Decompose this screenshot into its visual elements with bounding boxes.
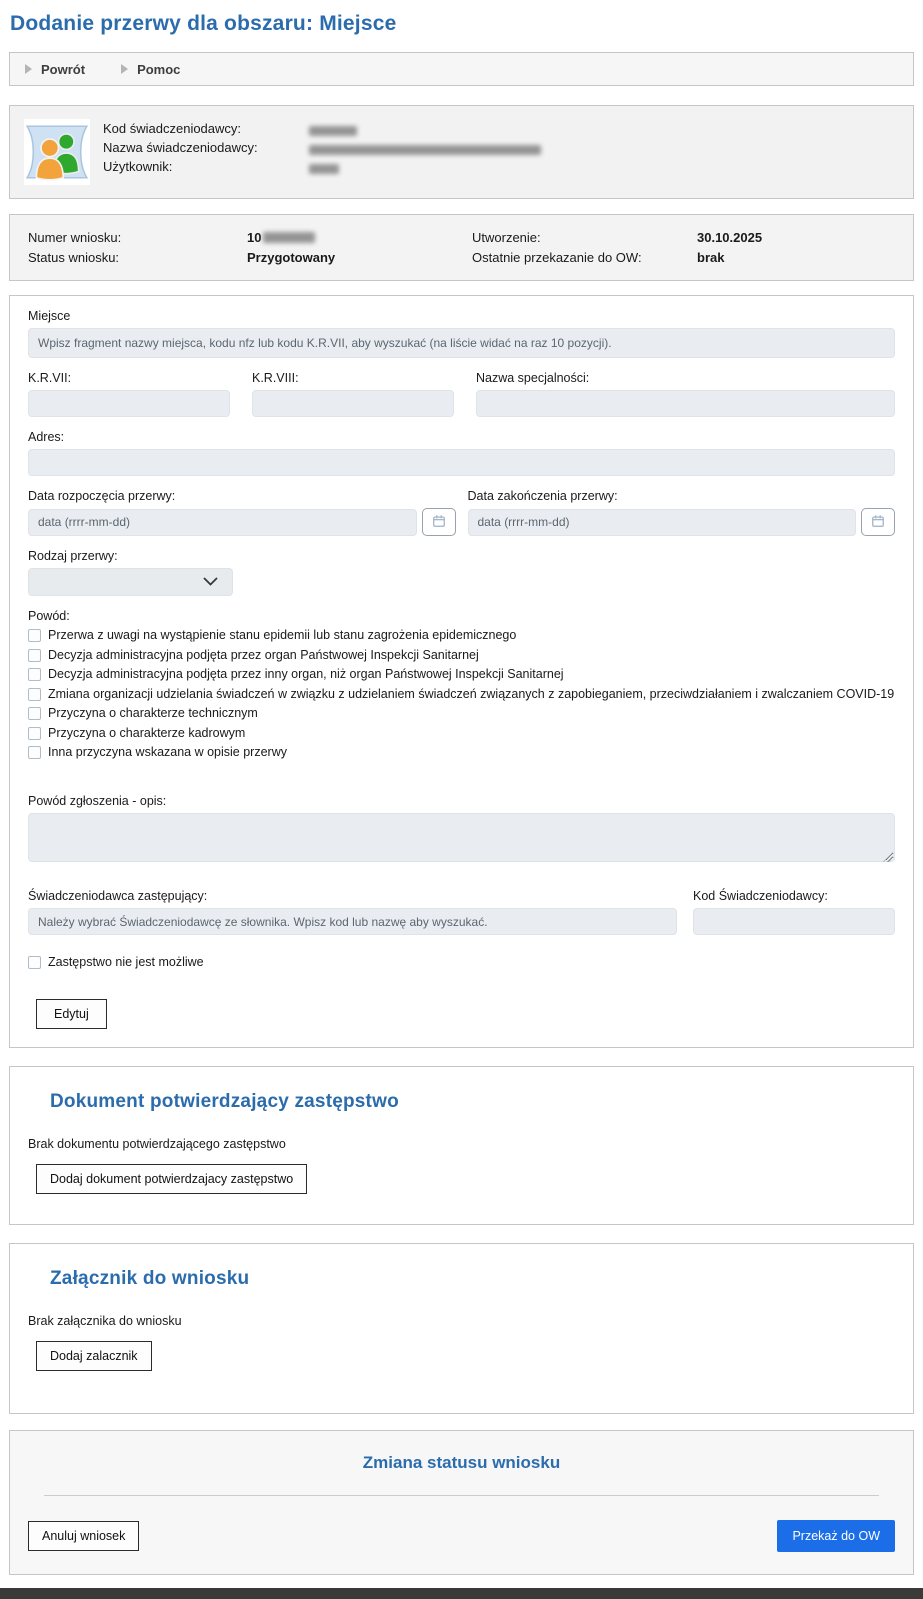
page-title: Dodanie przerwy dla obszaru: Miejsce (10, 12, 397, 35)
checkbox-icon (28, 649, 41, 662)
arrow-right-icon (25, 64, 32, 74)
reason-label-text: Przyczyna o charakterze technicznym (48, 706, 258, 720)
edit-button[interactable]: Edytuj (36, 999, 107, 1029)
calendar-icon (432, 514, 446, 531)
created-value: 30.10.2025 (697, 230, 763, 245)
created-label: Utworzenie: (472, 230, 541, 245)
substitute-label: Świadczeniodawca zastępujący: (28, 889, 208, 903)
end-date-calendar-button[interactable] (861, 508, 895, 536)
back-label: Powrót (41, 61, 86, 77)
users-icon (24, 119, 90, 185)
request-number-visible: 10 (247, 230, 262, 245)
redacted-provider-name (309, 145, 541, 155)
description-label: Powód zgłoszenia - opis: (28, 794, 167, 808)
address-input (28, 449, 895, 476)
krviii-input (252, 390, 454, 417)
reason-checkbox-other-organ-decision[interactable] (28, 667, 895, 682)
reason-checkbox-technical[interactable] (28, 706, 895, 721)
checkbox-icon (28, 727, 41, 740)
end-date-label: Data zakończenia przerwy: (467, 489, 618, 503)
reason-label-text: Inna przyczyna wskazana w opisie przerwy (48, 745, 287, 759)
calendar-icon (871, 514, 885, 531)
reason-label-text: Decyzja administracyjna podjęta przez organ Państwowej Inspekcji Sanitarnej (48, 647, 479, 662)
address-label: Adres: (28, 430, 65, 444)
checkbox-icon (28, 668, 41, 681)
add-document-button[interactable]: Dodaj dokument potwierdzajacy zastępstwo (36, 1164, 307, 1194)
provider-info-box (9, 105, 914, 199)
break-type-select[interactable] (28, 568, 233, 596)
chevron-down-icon (203, 577, 218, 586)
reason-checkbox-covid-reorganization[interactable] (28, 687, 895, 702)
reason-checkbox-sanitary-decision[interactable] (28, 648, 895, 663)
checkbox-icon (28, 746, 41, 759)
redacted-request-number (263, 232, 315, 243)
last-transfer-value: brak (697, 250, 725, 265)
document-section (9, 1066, 914, 1225)
arrow-right-icon (121, 64, 128, 74)
reason-label-text: Przerwa z uwagi na wystąpienie stanu epidemii lub stanu zagrożenia epidemicznego (48, 628, 517, 642)
specialty-input (476, 390, 895, 417)
start-date-calendar-button[interactable] (422, 508, 456, 536)
krvii-label: K.R.VII: (28, 371, 72, 385)
krvii-input (28, 390, 230, 417)
checkbox-icon (28, 629, 41, 642)
status-actions (28, 1520, 895, 1552)
start-date-input[interactable] (28, 509, 417, 536)
attachment-section-title: Załącznik do wniosku (50, 1267, 250, 1289)
reason-checkbox-other[interactable] (28, 745, 895, 760)
place-search-input[interactable] (28, 328, 895, 358)
provider-code-label: Kod świadczeniodawcy: (103, 121, 242, 136)
status-change-section (9, 1430, 914, 1575)
request-status-label: Status wniosku: (28, 250, 120, 265)
attachment-section (9, 1243, 914, 1414)
krviii-label: K.R.VIII: (252, 371, 299, 385)
add-attachment-button[interactable]: Dodaj zalacznik (36, 1341, 152, 1371)
help-button[interactable] (121, 62, 180, 77)
provider-values (309, 119, 541, 178)
provider-labels (103, 119, 305, 176)
document-section-title: Dokument potwierdzający zastępstwo (50, 1090, 399, 1112)
reason-checkbox-list (28, 628, 895, 760)
submit-to-ow-button[interactable]: Przekaż do OW (777, 1520, 895, 1552)
no-substitute-label-text: Zastępstwo nie jest możliwe (48, 955, 204, 969)
provider-name-label: Nazwa świadczeniodawcy: (103, 140, 258, 155)
redacted-user (309, 164, 339, 174)
reason-label-text: Decyzja administracyjna podjęta przez inny organ, niż organ Państwowej Inspekcji Sanitarnej (48, 667, 564, 681)
reason-label-text: Zmiana organizacji udzielania świadczeń w związku z udzielaniem świadczeń związanych z zapobieganiem, przeciwdziałaniem i zwalczaniem COVID-19 (48, 686, 895, 701)
last-transfer-label: Ostatnie przekazanie do OW: (472, 250, 642, 265)
back-button[interactable] (25, 62, 85, 77)
reason-label: Powód: (28, 609, 70, 623)
break-type-label: Rodzaj przerwy: (28, 549, 118, 563)
checkbox-icon (28, 707, 41, 720)
request-number-label: Numer wniosku: (28, 230, 122, 245)
checkbox-icon (28, 956, 41, 969)
reason-label-text: Przyczyna o charakterze kadrowym (48, 725, 246, 740)
substitute-code-label: Kod Świadczeniodawcy: (693, 889, 828, 903)
redacted-provider-code (309, 126, 357, 136)
no-substitute-checkbox[interactable] (28, 955, 895, 970)
description-textarea[interactable] (28, 813, 895, 862)
end-date-input[interactable] (468, 509, 857, 536)
break-form (9, 295, 914, 1048)
request-info-box (9, 214, 914, 281)
cancel-request-button[interactable]: Anuluj wniosek (28, 1521, 139, 1551)
request-number-value (247, 228, 472, 247)
reason-checkbox-epidemic[interactable] (28, 628, 895, 643)
footer-bar (0, 1588, 923, 1599)
toolbar (9, 52, 914, 86)
request-status-value: Przygotowany (247, 250, 336, 265)
help-label: Pomoc (137, 61, 181, 77)
attachment-empty-text: Brak załącznika do wniosku (28, 1313, 182, 1328)
provider-user-label: Użytkownik: (103, 159, 173, 174)
divider (44, 1495, 879, 1496)
reason-checkbox-staffing[interactable] (28, 726, 895, 741)
substitute-code-input (693, 908, 895, 935)
start-date-label: Data rozpoczęcia przerwy: (28, 489, 176, 503)
checkbox-icon (28, 688, 41, 701)
status-section-title: Zmiana statusu wniosku (362, 1452, 561, 1472)
specialty-label: Nazwa specjalności: (476, 371, 590, 385)
place-label: Miejsce (28, 309, 71, 323)
document-empty-text: Brak dokumentu potwierdzającego zastępstwo (28, 1136, 286, 1151)
substitute-search-input[interactable] (28, 908, 677, 935)
